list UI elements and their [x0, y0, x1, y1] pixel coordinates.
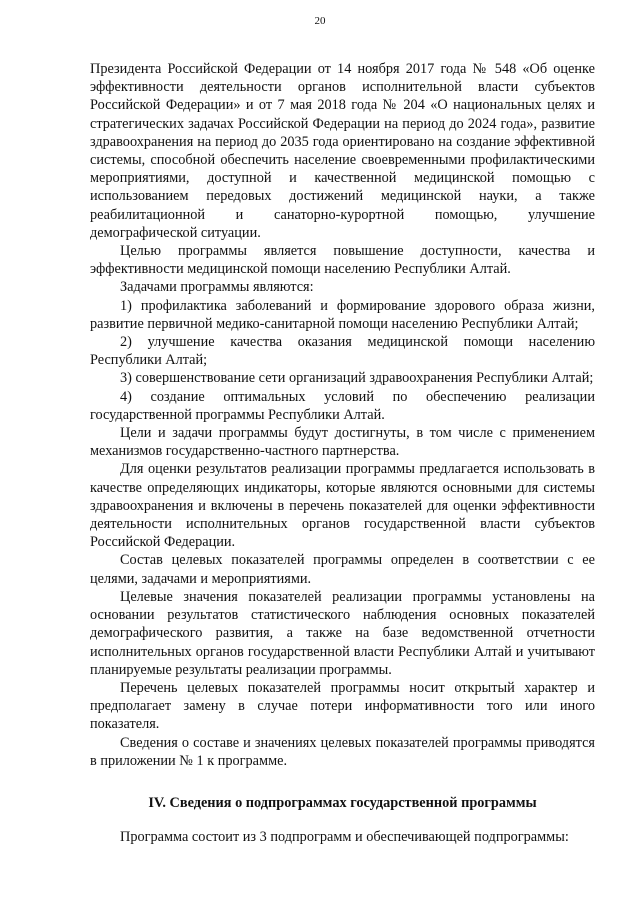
paragraph-indicator-list: Перечень целевых показателей программы носит открытый характер и предполагает замену в случае потери информативности того или иного показателя.	[90, 679, 595, 733]
paragraph-indicators: Для оценки результатов реализации программы предлагается использовать в качестве определяющих индикаторы, которые являются основными для системы здравоохранения и включены в перечень показателей для оценки эффективности деятельности исполнительных органов государственной власти субъектов Российской Федерации.	[90, 461, 595, 551]
paragraph-tasks-heading: Задачами программы являются:	[120, 279, 314, 296]
list-item-task-3: 3) совершенствование сети организаций здравоохранения Республики Алтай;	[120, 370, 594, 387]
paragraph-indicator-composition: Состав целевых показателей программы определен в соответствии с ее целями, задачами и мероприятиями.	[90, 552, 595, 587]
body-text	[90, 60, 595, 770]
list-item-task-1: 1) профилактика заболеваний и формирование здорового образа жизни, развитие первичной медико-санитарной помощи населению Республики Алтай;	[90, 297, 595, 332]
paragraph-program-goal: Целью программы является повышение доступности, качества и эффективности медицинской помощи населению Республики Алтай.	[90, 243, 595, 278]
list-item-task-4: 4) создание оптимальных условий по обеспечению реализации государственной программы Республики Алтай.	[90, 388, 595, 423]
paragraph-subprograms-intro: Программа состоит из 3 подпрограмм и обеспечивающей подпрограммы:	[120, 829, 569, 845]
paragraph-appendix-reference: Сведения о составе и значениях целевых показателей программы приводятся в приложении № 1 к программе.	[90, 734, 595, 769]
paragraph-target-values: Целевые значения показателей реализации программы установлены на основании результатов статистического наблюдения основных показателей демографического развития, а также на базе ведомственной отчетности исполнительных органов государственной власти Республики Алтай и учитывают планируемые результаты реализации программы.	[90, 588, 595, 678]
paragraph-partnership: Цели и задачи программы будут достигнуты, в том числе с применением механизмов государственно-частного партнерства.	[90, 425, 595, 460]
page-number: 20	[314, 15, 326, 27]
list-item-task-2: 2) улучшение качества оказания медицинской помощи населению Республики Алтай;	[90, 334, 595, 369]
section-heading: IV. Сведения о подпрограммах государственной программы	[148, 795, 537, 811]
paragraph-intro-continuation: Президента Российской Федерации от 14 ноября 2017 года № 548 «Об оценке эффективности деятельности органов исполнительной власти субъектов Российской Федерации» и от 7 мая 2018 года № 204 «О национальных целях и стратегических задачах Российской Федерации на период до 2024 года», развитие здравоохранения на период до 2035 года ориентировано на создание эффективной системы, способной обеспечить население своевременными профилактическими мероприятиями, доступной и качественной медицинской помощью с использованием передовых достижений медицинской науки, а также реабилитационной и санаторно-курортной помощью, улучшение демографической ситуации.	[90, 61, 595, 241]
